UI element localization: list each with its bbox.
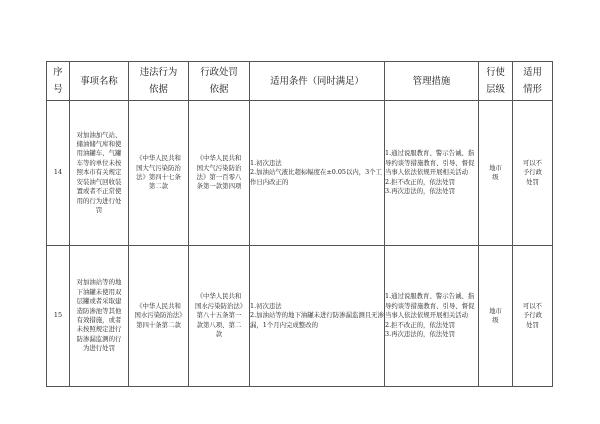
measure-item: 2.拒不改正的，依法处罚	[385, 320, 456, 329]
row-level: 地市级	[479, 101, 513, 246]
header-basis-violation: 违法行为依据	[129, 62, 189, 101]
header-situation: 适用情形	[513, 62, 553, 101]
row-measures	[385, 101, 479, 246]
row-measures	[385, 246, 479, 387]
condition-item: 1.初次违法	[250, 158, 282, 167]
condition-item: 2.加油站等的地下油罐未进行防渗漏监测且无渗漏，1个月内完成整改的	[250, 311, 384, 329]
header-item: 事项名称	[70, 62, 129, 101]
header-measures: 管理措施	[385, 62, 479, 101]
row-conditions	[250, 246, 385, 387]
penalty-table	[46, 61, 553, 387]
measure-item: 3.再次违法的，依法处罚	[385, 330, 456, 339]
row-conditions	[250, 101, 385, 246]
header-level: 行使层级	[479, 62, 513, 101]
header-row	[47, 62, 553, 101]
row-situation: 可以不予行政处罚	[513, 246, 553, 387]
row-level: 地市级	[479, 246, 513, 387]
row-item: 对加油站等的地下油罐未使用双层罐或者采取建造防渗池等其他有效措施，或者未按照规定进行防渗漏监测的行为进行处罚	[70, 246, 129, 387]
condition-item: 2.加油站气液比超标幅度在±0.05以内，3个工作日内改正的	[250, 168, 382, 186]
measure-item: 2.拒不改正的，依法处罚	[385, 177, 456, 186]
row-basis-penalty: 《中华人民共和国大气污染防治法》第一百零八条第一款第四项	[189, 101, 250, 246]
row-situation: 可以不予行政处罚	[513, 101, 553, 246]
row-basis-penalty: 《中华人民共和国水污染防治法》第八十五条第一款第八项、第二款	[189, 246, 250, 387]
row-seq: 15	[47, 246, 70, 387]
table-row	[47, 101, 553, 246]
row-basis-violation: 《中华人民共和国大气污染防治法》第四十七条第二款	[129, 101, 189, 246]
row-item: 对加油加气站、储油储气库和使用油罐车、气罐车等的单位未按照本市有关规定安装油气回收装置或者不正常使用的行为进行处罚	[70, 101, 129, 246]
table-row	[47, 246, 553, 387]
header-conditions: 适用条件（同时满足）	[250, 62, 385, 101]
row-basis-violation: 《中华人民共和国水污染防治法》第四十条第二款	[129, 246, 189, 387]
measure-item: 1.通过说服教育、警示告诫、指导约谈等措施教育、引导、督促当事人依法依规开展相关活动	[385, 149, 475, 177]
measure-item: 3.再次违法的，依法处罚	[385, 187, 456, 196]
condition-item: 1.初次违法	[250, 301, 282, 310]
row-seq: 14	[47, 101, 70, 246]
measure-item: 1.通过说服教育、警示告诫、指导约谈等措施教育、引导、督促当事人依法依规开展相关活动	[385, 292, 475, 320]
header-basis-penalty: 行政处罚依据	[189, 62, 250, 101]
header-seq: 序号	[47, 62, 70, 101]
